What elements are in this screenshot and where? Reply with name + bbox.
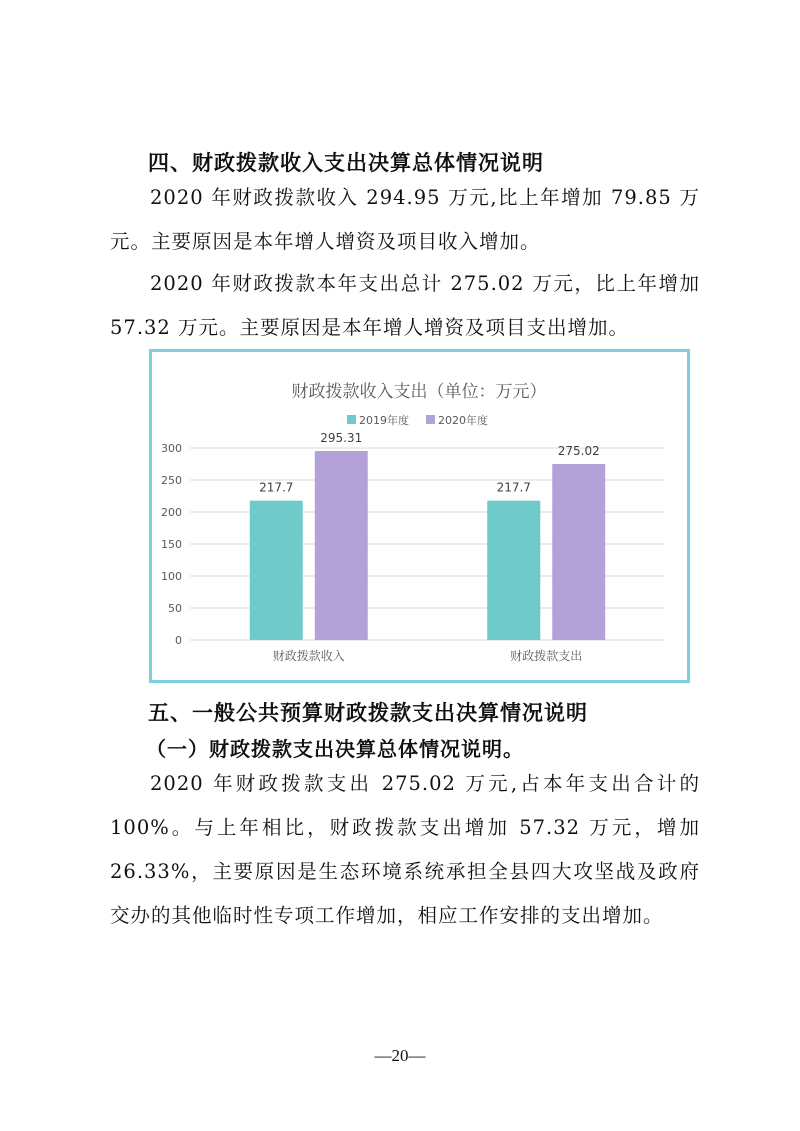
y-tick-label-0: 0 — [175, 634, 182, 647]
y-tick-label-4: 200 — [161, 506, 182, 519]
y-tick-label-3: 150 — [161, 538, 182, 551]
chart-canvas — [152, 352, 687, 680]
income-paragraph: 2020 年财政拨款收入 294.95 万元,比上年增加 79.85 万元。主要原因是本年增人增资及项目收入增加。 — [110, 186, 700, 253]
bar-0-1 — [487, 501, 540, 640]
legend-label-1: 2020年度 — [438, 414, 488, 427]
section-4-heading: 四、财政拨款收入支出决算总体情况说明 — [148, 151, 544, 175]
data-label-1-0: 295.31 — [320, 431, 363, 446]
bar-1-0 — [315, 451, 368, 640]
data-label-0-1: 217.7 — [496, 480, 531, 495]
data-label-0-0: 217.7 — [259, 480, 294, 495]
data-label-1-1: 275.02 — [557, 443, 600, 458]
y-tick-label-6: 300 — [161, 442, 182, 455]
legend-swatch-1 — [426, 415, 435, 424]
legend-label-0: 2019年度 — [359, 414, 409, 427]
legend-swatch-0 — [347, 415, 356, 424]
subsection-1-heading: （一）财政拨款支出决算总体情况说明。 — [146, 737, 524, 761]
y-tick-label-1: 50 — [168, 602, 182, 615]
expenditure-summary-paragraph: 2020 年财政拨款支出 275.02 万元,占本年支出合计的 100%。与上年相比，财政拨款支出增加 57.32 万元，增加 26.33%，主要原因是生态环境系统承担全县四大攻坚战及政府交办的其他临时性专项工作增加，相应工作安排的支出增加。 — [110, 772, 700, 927]
income-expenditure-chart — [149, 349, 690, 683]
x-tick-label-0: 财政拨款收入 — [272, 649, 345, 663]
section-5-heading: 五、一般公共预算财政拨款支出决算情况说明 — [148, 701, 588, 725]
y-tick-label-5: 250 — [161, 474, 182, 487]
bar-1-1 — [552, 464, 605, 640]
bar-0-0 — [250, 501, 303, 640]
y-tick-label-2: 100 — [161, 570, 182, 583]
page-number: —20— — [374, 1046, 426, 1065]
chart-title: 财政拨款收入支出（单位：万元） — [291, 382, 547, 402]
expenditure-paragraph: 2020 年财政拨款本年支出总计 275.02 万元，比上年增加 57.32 万元。主要原因是本年增人增资及项目支出增加。 — [110, 272, 700, 339]
x-tick-label-1: 财政拨款支出 — [510, 649, 583, 663]
